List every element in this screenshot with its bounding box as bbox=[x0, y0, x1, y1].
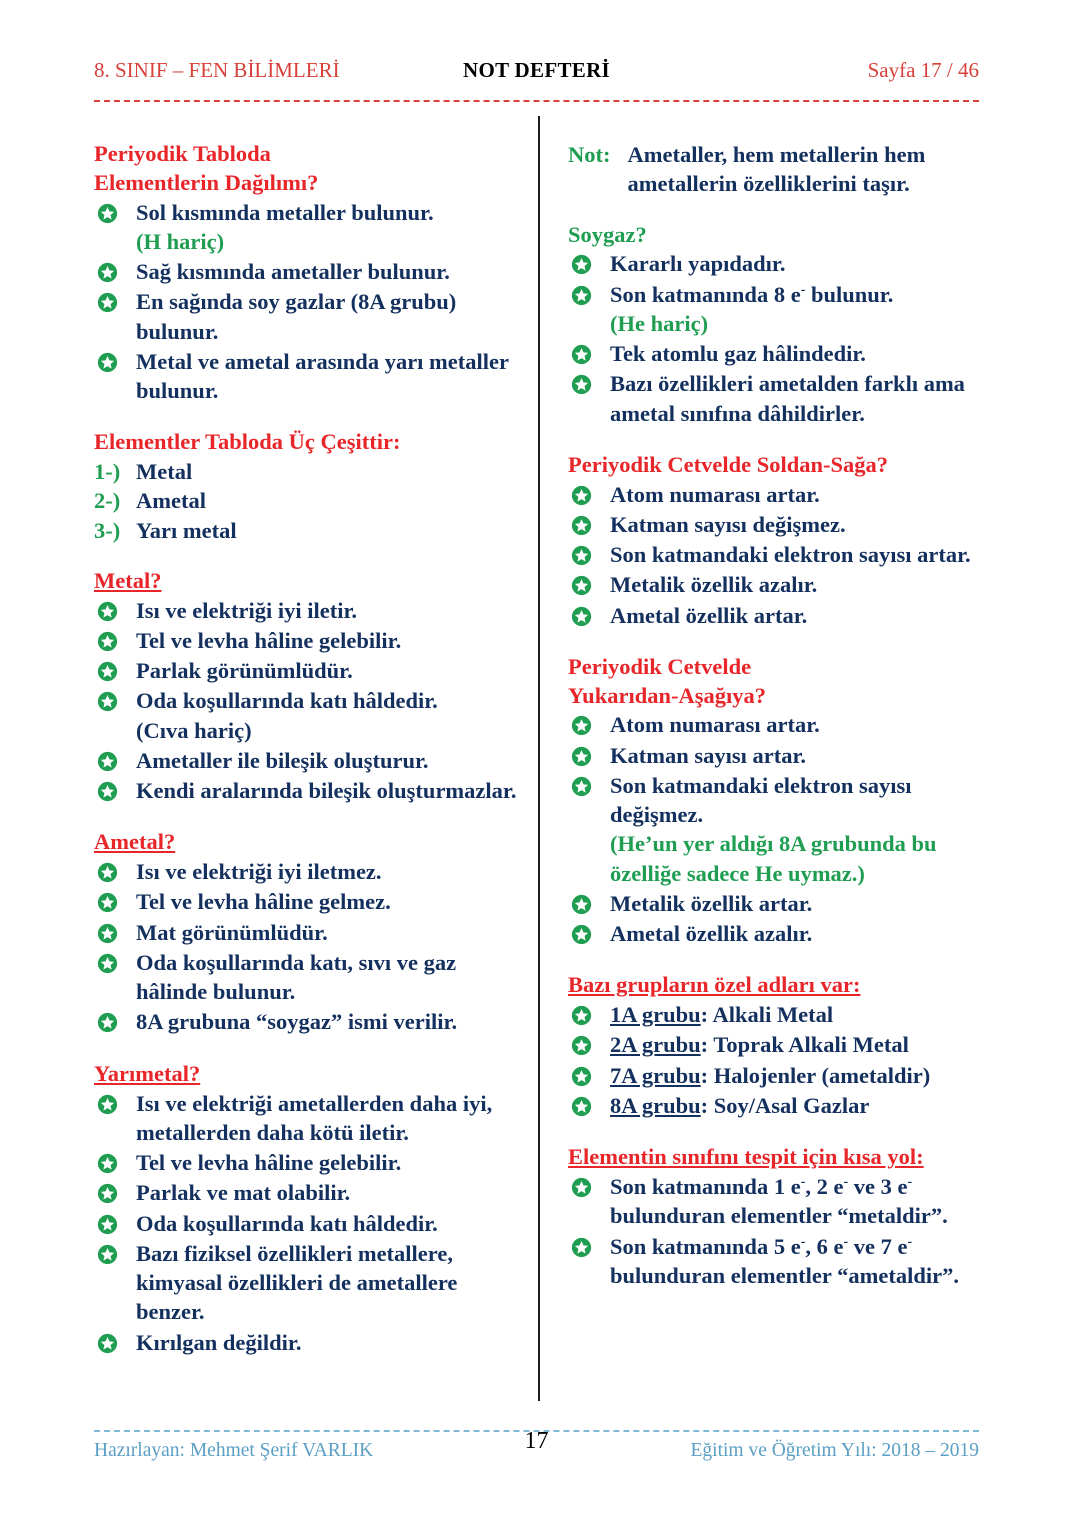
section-heading: Bazı grupların özel adları var: bbox=[568, 972, 861, 998]
list-item bbox=[568, 771, 983, 888]
list-item-text: Katman sayısı değişmez. bbox=[610, 511, 846, 537]
star-circle-icon bbox=[97, 601, 118, 622]
list-item bbox=[568, 280, 983, 339]
spacer bbox=[94, 545, 524, 567]
star-circle-icon bbox=[97, 1244, 118, 1265]
list-item-text: Son katmanında 8 e bbox=[610, 281, 801, 307]
list-item bbox=[94, 887, 524, 916]
list-item-text: Tel ve levha hâline gelmez. bbox=[136, 889, 391, 915]
list-item bbox=[94, 457, 524, 486]
list-item-text: Tek atomlu gaz hâlindedir. bbox=[610, 341, 866, 367]
star-circle-icon bbox=[571, 1237, 592, 1258]
list-item-text: Isı ve elektriği ametallerden daha iyi, metallerden daha kötü iletir. bbox=[136, 1090, 493, 1145]
list-item-text: Son katmandaki elektron sayısı artar. bbox=[610, 542, 971, 568]
star-circle-icon bbox=[571, 924, 592, 945]
list-item-text: Tel ve levha hâline gelebilir. bbox=[136, 1150, 402, 1176]
group-name: 8A grubu bbox=[610, 1092, 701, 1118]
spacer bbox=[568, 949, 983, 971]
list-item bbox=[94, 1007, 524, 1036]
list-item-text: Bazı fiziksel özellikleri metallere, kimyasal özellikleri de ametallere benzer. bbox=[136, 1240, 458, 1325]
list-item-text: Kırılgan değildir. bbox=[136, 1329, 302, 1355]
star-circle-icon bbox=[571, 575, 592, 596]
star-circle-icon bbox=[571, 515, 592, 536]
list-item-text: Metalik özellik artar. bbox=[610, 890, 813, 916]
list-item bbox=[94, 287, 524, 346]
section-soldan-saga bbox=[568, 451, 983, 630]
list-item-text: Kararlı yapıdadır. bbox=[610, 251, 786, 277]
star-circle-icon bbox=[97, 892, 118, 913]
list-item bbox=[94, 486, 524, 515]
footer-author: Hazırlayan: Mehmet Şerif VARLIK bbox=[94, 1440, 374, 1461]
list-item bbox=[568, 249, 983, 278]
list-item bbox=[94, 1148, 524, 1177]
star-circle-icon bbox=[97, 953, 118, 974]
electron-charge-superscript: - bbox=[800, 1234, 806, 1250]
star-circle-icon bbox=[571, 344, 592, 365]
bullet-list-ametal bbox=[94, 857, 524, 1037]
list-item-text: Metalik özellik azalır. bbox=[610, 572, 818, 598]
group-name: 1A grubu bbox=[610, 1002, 701, 1028]
section-ozel-adlar bbox=[568, 971, 983, 1120]
electron-charge-superscript: - bbox=[907, 1234, 913, 1250]
list-item-number: 3-) bbox=[94, 517, 121, 543]
list-item-text-a: Son katmanında 5 e bbox=[610, 1233, 801, 1259]
star-circle-icon bbox=[97, 352, 118, 373]
electron-charge-superscript: - bbox=[800, 1174, 806, 1190]
list-item bbox=[568, 601, 983, 630]
list-item bbox=[568, 1030, 983, 1059]
list-item bbox=[94, 656, 524, 685]
star-circle-icon bbox=[97, 1333, 118, 1354]
bullet-list-yarimetal bbox=[94, 1089, 524, 1357]
spacer bbox=[568, 631, 983, 653]
star-circle-icon bbox=[571, 1005, 592, 1026]
list-item bbox=[94, 776, 524, 805]
page-footer bbox=[94, 1428, 979, 1462]
list-item bbox=[94, 257, 524, 286]
star-circle-icon bbox=[571, 1177, 592, 1198]
bullet-list-soldan-saga bbox=[568, 480, 983, 630]
list-item bbox=[568, 919, 983, 948]
list-item-number: 2-) bbox=[94, 488, 121, 514]
section-yukaridan-asagiya bbox=[568, 653, 983, 949]
list-item-text: Metal bbox=[136, 459, 193, 485]
star-circle-icon bbox=[97, 1153, 118, 1174]
column-divider bbox=[538, 116, 540, 1401]
star-circle-icon bbox=[97, 1012, 118, 1033]
list-item-text: Oda koşullarında katı hâldedir. bbox=[136, 688, 438, 714]
section-yarimetal bbox=[94, 1060, 524, 1357]
list-item bbox=[94, 1239, 524, 1327]
list-item-text-d: bulunduran elementler “metaldir”. bbox=[610, 1203, 948, 1229]
group-value: : Soy/Asal Gazlar bbox=[700, 1092, 870, 1118]
list-item-text: Ametal özellik azalır. bbox=[610, 921, 813, 947]
list-item bbox=[94, 347, 524, 406]
header-subject: 8. SINIF – FEN BİLİMLERİ bbox=[94, 58, 340, 82]
bullet-list-kisa-yol bbox=[568, 1172, 983, 1290]
list-item-text: Ametal özellik artar. bbox=[610, 602, 808, 628]
list-item-text: Bazı özellikleri ametalden farklı ama ametal sınıfına dâhildirler. bbox=[610, 371, 965, 426]
list-item-text: Yarı metal bbox=[136, 517, 237, 543]
section-heading: Elementler Tabloda Üç Çeşittir: bbox=[94, 429, 401, 455]
electron-charge-superscript: - bbox=[843, 1174, 849, 1190]
star-circle-icon bbox=[571, 894, 592, 915]
list-item-text: Katman sayısı artar. bbox=[610, 742, 807, 768]
list-item-text: Isı ve elektriği iyi iletir. bbox=[136, 597, 358, 623]
list-item-text: Atom numarası artar. bbox=[610, 712, 820, 738]
list-item-text: Parlak ve mat olabilir. bbox=[136, 1180, 351, 1206]
header-page-number: Sayfa 17 / 46 bbox=[867, 58, 979, 82]
list-item bbox=[568, 1091, 983, 1120]
list-item bbox=[568, 540, 983, 569]
list-item bbox=[94, 596, 524, 625]
list-item bbox=[94, 1328, 524, 1357]
star-circle-icon bbox=[571, 1096, 592, 1117]
note-text: Ametaller, hem metallerin hem ametallerin özelliklerini taşır. bbox=[627, 142, 926, 197]
page-header bbox=[94, 58, 979, 83]
list-item-note: (He’un yer aldığı 8A grubunda bu özelliğe sadece He uymaz.) bbox=[610, 831, 937, 886]
list-item bbox=[94, 626, 524, 655]
star-circle-icon bbox=[571, 1066, 592, 1087]
list-item-text: En sağında soy gazlar (8A grubu) bulunur. bbox=[136, 289, 457, 344]
list-item-text: Ametal bbox=[136, 488, 206, 514]
star-circle-icon bbox=[97, 923, 118, 944]
section-heading-line1: Periyodik Tabloda bbox=[94, 141, 271, 166]
list-item-text: Sağ kısmında ametaller bulunur. bbox=[136, 259, 450, 285]
star-circle-icon bbox=[97, 203, 118, 224]
star-circle-icon bbox=[571, 374, 592, 395]
star-circle-icon bbox=[571, 254, 592, 275]
spacer bbox=[568, 1121, 983, 1143]
section-uc-cesit bbox=[94, 428, 524, 545]
star-circle-icon bbox=[97, 1214, 118, 1235]
list-item-text: Ametaller ile bileşik oluşturur. bbox=[136, 747, 429, 773]
list-item-text: Tel ve levha hâline gelebilir. bbox=[136, 627, 402, 653]
list-item bbox=[94, 1209, 524, 1238]
list-item bbox=[94, 746, 524, 775]
header-divider-rule bbox=[94, 100, 979, 102]
list-item bbox=[94, 198, 524, 257]
list-item-text: Metal ve ametal arasında yarı metaller bulunur. bbox=[136, 348, 509, 404]
list-item bbox=[568, 1172, 983, 1231]
star-circle-icon bbox=[97, 1094, 118, 1115]
list-item-number: 1-) bbox=[94, 459, 121, 485]
star-circle-icon bbox=[97, 751, 118, 772]
star-circle-icon bbox=[571, 715, 592, 736]
section-heading: Periyodik Cetvelde Soldan-Sağa? bbox=[568, 451, 889, 477]
section-ametal bbox=[94, 828, 524, 1036]
bullet-list-dagilim bbox=[94, 198, 524, 406]
list-item bbox=[568, 510, 983, 539]
section-heading-line2: Elementlerin Dağılımı? bbox=[94, 169, 319, 195]
star-circle-icon bbox=[97, 292, 118, 313]
spacer bbox=[94, 806, 524, 828]
spacer bbox=[94, 406, 524, 428]
list-item-text: Sol kısmında metaller bulunur. bbox=[136, 199, 434, 225]
list-item bbox=[568, 339, 983, 368]
bullet-list-soygaz bbox=[568, 249, 983, 428]
section-soygaz bbox=[568, 221, 983, 428]
right-column bbox=[568, 140, 983, 1291]
list-item-text: Parlak görünümlüdür. bbox=[136, 658, 353, 684]
list-item bbox=[568, 1000, 983, 1029]
footer-page-number: 17 bbox=[524, 1428, 549, 1454]
list-item-text: Atom numarası artar. bbox=[610, 481, 820, 507]
spacer bbox=[568, 429, 983, 451]
group-value: : Toprak Alkali Metal bbox=[700, 1032, 909, 1058]
list-item-text-post: bulunur. bbox=[805, 281, 894, 307]
list-item-text-c: ve 7 e bbox=[848, 1233, 908, 1259]
section-heading: Metal? bbox=[94, 567, 162, 593]
list-item-text-a: Son katmanında 1 e bbox=[610, 1174, 801, 1200]
numbered-list-cesitler bbox=[94, 457, 524, 545]
list-item bbox=[94, 516, 524, 545]
list-item bbox=[568, 710, 983, 739]
group-value: : Halojenler (ametaldir) bbox=[700, 1062, 931, 1088]
list-item-text: 8A grubuna “soygaz” ismi verilir. bbox=[136, 1009, 458, 1035]
section-heading: Yarımetal? bbox=[94, 1060, 201, 1086]
spacer bbox=[94, 1038, 524, 1060]
section-kisa-yol bbox=[568, 1143, 983, 1290]
list-item-text-c: ve 3 e bbox=[848, 1174, 908, 1200]
list-item bbox=[568, 889, 983, 918]
list-item-note: (He hariç) bbox=[610, 310, 709, 336]
list-item bbox=[94, 1178, 524, 1207]
bullet-list-yukaridan-asagiya bbox=[568, 710, 983, 948]
star-circle-icon bbox=[571, 746, 592, 767]
group-value: : Alkali Metal bbox=[700, 1002, 834, 1028]
list-item bbox=[94, 857, 524, 886]
section-metal bbox=[94, 567, 524, 806]
note-label: Not: bbox=[568, 142, 611, 167]
list-item bbox=[94, 918, 524, 947]
section-heading: Elementin sınıfını tespit için kısa yol: bbox=[568, 1144, 924, 1170]
list-item bbox=[94, 948, 524, 1007]
section-periyodik-tabloda bbox=[94, 140, 524, 405]
list-item bbox=[94, 686, 524, 745]
list-item bbox=[568, 741, 983, 770]
section-heading-line2: Yukarıdan-Aşağıya? bbox=[568, 682, 766, 708]
list-item bbox=[568, 369, 983, 428]
list-item-note: (Cıva hariç) bbox=[136, 717, 252, 743]
star-circle-icon bbox=[571, 606, 592, 627]
star-circle-icon bbox=[571, 285, 592, 306]
group-name: 2A grubu bbox=[610, 1032, 701, 1058]
star-circle-icon bbox=[97, 1183, 118, 1204]
list-item-text: Kendi aralarında bileşik oluşturmazlar. bbox=[136, 778, 517, 804]
section-heading: Ametal? bbox=[94, 829, 176, 855]
electron-charge-superscript: - bbox=[800, 282, 806, 298]
star-circle-icon bbox=[571, 485, 592, 506]
list-item bbox=[94, 1089, 524, 1148]
bullet-list-metal bbox=[94, 596, 524, 806]
list-item-text-b: , 6 e bbox=[805, 1233, 844, 1259]
star-circle-icon bbox=[571, 776, 592, 797]
bullet-list-ozel-adlar bbox=[568, 1000, 983, 1120]
list-item-text: Son katmandaki elektron sayısı değişmez. bbox=[610, 772, 912, 828]
list-item bbox=[568, 480, 983, 509]
list-item-text: Oda koşullarında katı hâldedir. bbox=[136, 1210, 438, 1236]
star-circle-icon bbox=[97, 262, 118, 283]
list-item-text-b: , 2 e bbox=[805, 1174, 844, 1200]
left-column bbox=[94, 140, 524, 1358]
header-title: NOT DEFTERİ bbox=[462, 58, 611, 82]
star-circle-icon bbox=[97, 661, 118, 682]
list-item-text: Oda koşullarında katı, sıvı ve gaz hâlinde bulunur. bbox=[136, 949, 457, 1005]
list-item bbox=[568, 1061, 983, 1090]
star-circle-icon bbox=[571, 1035, 592, 1056]
group-name: 7A grubu bbox=[610, 1062, 701, 1088]
star-circle-icon bbox=[97, 862, 118, 883]
list-item bbox=[568, 570, 983, 599]
electron-charge-superscript: - bbox=[907, 1174, 913, 1190]
spacer bbox=[568, 199, 983, 221]
footer-academic-year: Eğitim ve Öğretim Yılı: 2018 – 2019 bbox=[690, 1440, 979, 1461]
electron-charge-superscript: - bbox=[843, 1234, 849, 1250]
star-circle-icon bbox=[571, 545, 592, 566]
list-item-text-d: bulunduran elementler “ametaldir”. bbox=[610, 1262, 959, 1288]
note-block bbox=[568, 140, 983, 199]
star-circle-icon bbox=[97, 781, 118, 802]
list-item bbox=[568, 1232, 983, 1291]
list-item-text: Isı ve elektriği iyi iletmez. bbox=[136, 859, 382, 885]
list-item-note: (H hariç) bbox=[136, 228, 225, 254]
section-heading: Soygaz? bbox=[568, 221, 647, 247]
star-circle-icon bbox=[97, 631, 118, 652]
list-item-text: Mat görünümlüdür. bbox=[136, 919, 328, 945]
star-circle-icon bbox=[97, 691, 118, 712]
section-heading-line1: Periyodik Cetvelde bbox=[568, 653, 752, 679]
